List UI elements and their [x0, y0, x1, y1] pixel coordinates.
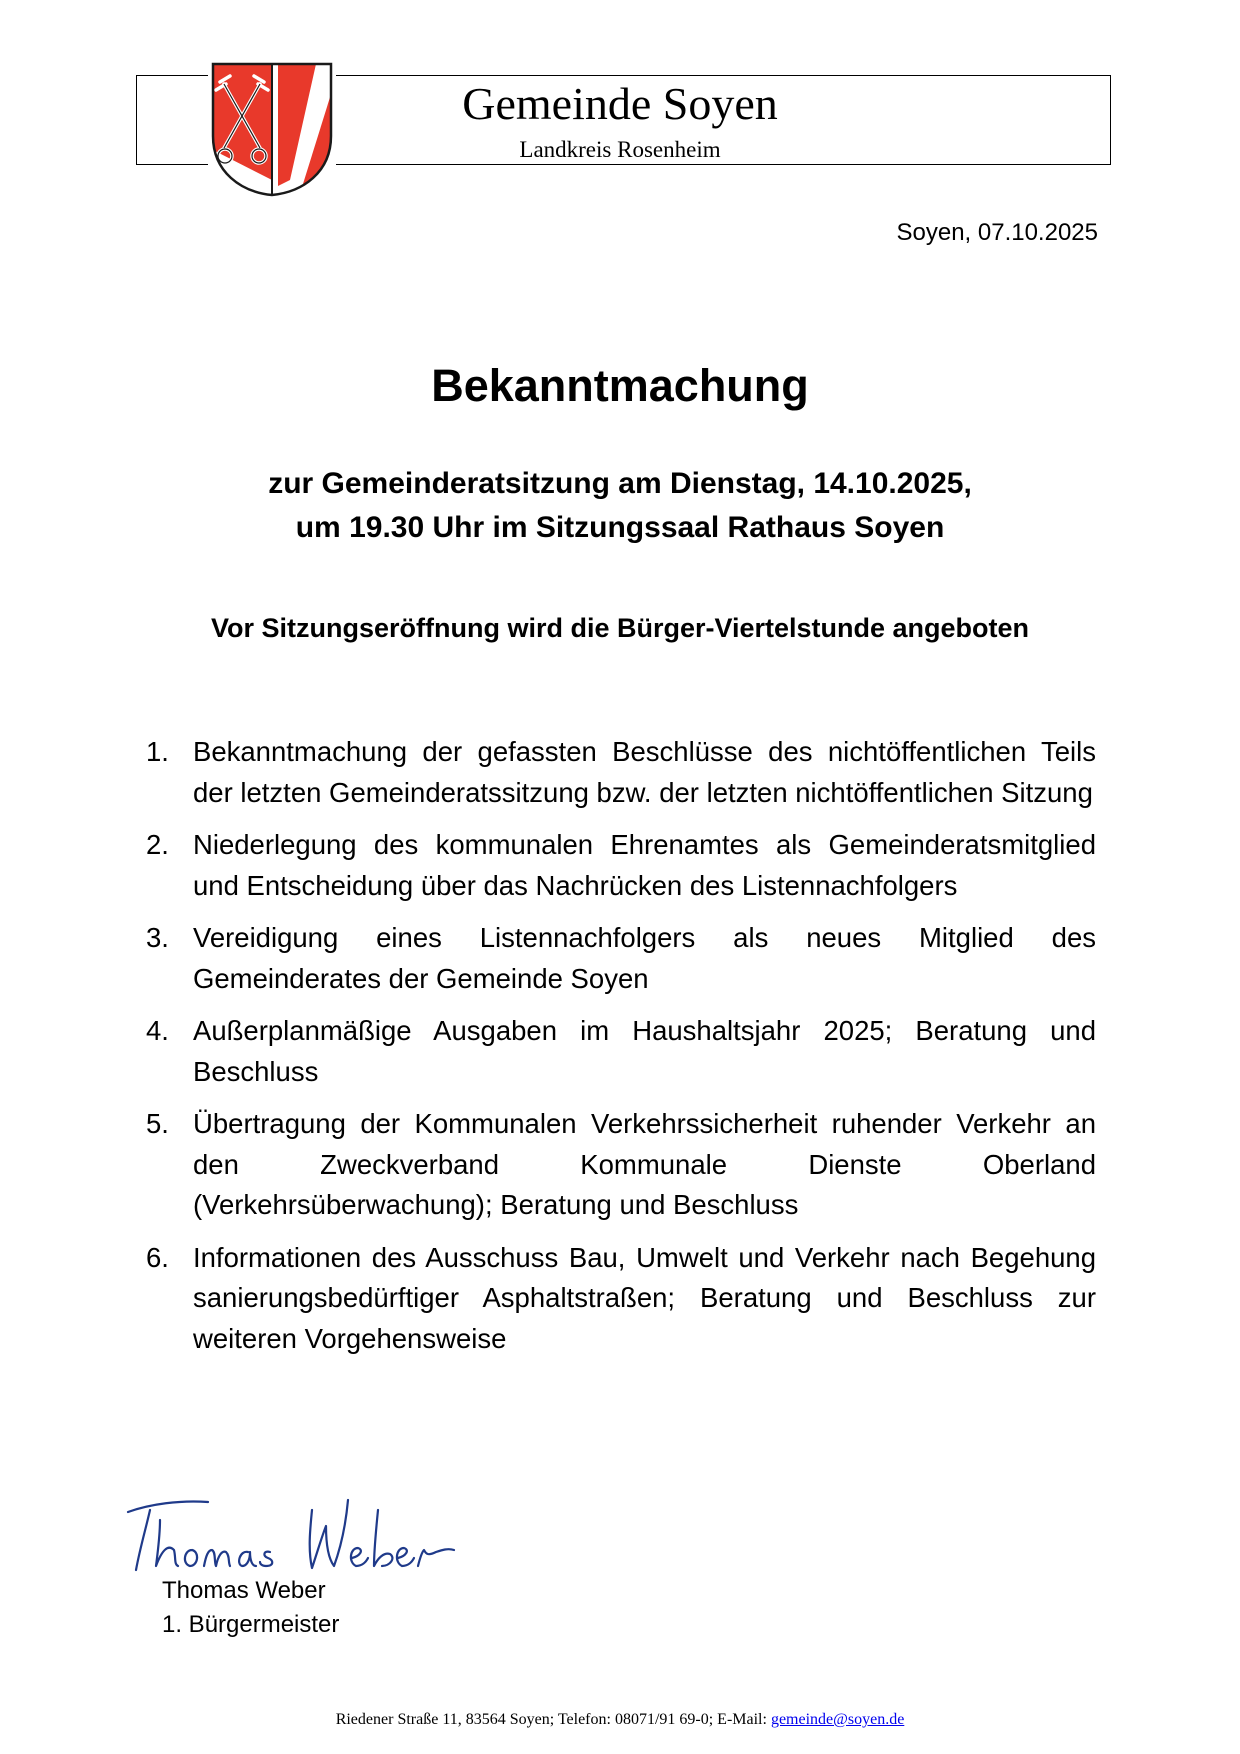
agenda-item	[146, 1238, 1096, 1360]
agenda-number: 6.	[146, 1241, 169, 1273]
agenda-text: Übertragung der Kommunalen Verkehrssicherheit ruhender Verkehr an den Zweckverband Kommunale Dienste Oberland (Verkehrsüberwachung); Beratung und Beschluss	[193, 1108, 1096, 1220]
agenda-text: Vereidigung eines Listennachfolgers als neues Mitglied des Gemeinderates der Gemeinde Soyen	[193, 922, 1096, 994]
agenda-item	[146, 918, 1096, 999]
footer-email-link[interactable]: gemeinde@soyen.de	[770, 1711, 905, 1728]
agenda-item	[146, 825, 1096, 906]
agenda-number: 4.	[146, 1015, 169, 1046]
agenda-text: Niederlegung des kommunalen Ehrenamtes als Gemeinderatsmitglied und Entscheidung über das Nachrücken des Listennachfolgers	[193, 829, 1096, 901]
agenda-number: 2.	[146, 829, 169, 860]
coat-of-arms-icon	[208, 60, 336, 198]
citizen-quarter-hour-note: Vor Sitzungseröffnung wird die Bürger-Viertelstunde angeboten	[210, 613, 1030, 643]
footer-contact	[0, 1710, 1240, 1730]
agenda-number: 5.	[146, 1108, 169, 1139]
signer-name: Thomas Weber	[162, 1577, 326, 1604]
meeting-location-line: um 19.30 Uhr im Sitzungssaal Rathaus Soyen	[295, 511, 945, 544]
document-title: Bekanntmachung	[431, 360, 809, 411]
agenda-text: Außerplanmäßige Ausgaben im Haushaltsjahr 2025; Beratung und Beschluss	[193, 1015, 1096, 1087]
signer-role: 1. Bürgermeister	[162, 1611, 340, 1638]
handwritten-signature	[120, 1470, 460, 1580]
document-date: Soyen, 07.10.2025	[896, 219, 1098, 246]
agenda-text: Informationen des Ausschuss Bau, Umwelt und Verkehr nach Begehung sanierungsbedürftiger Asphaltstraßen; Beratung und Beschluss zur weiteren Vorgehensweise	[193, 1241, 1096, 1354]
agenda-item	[146, 732, 1096, 813]
agenda-text: Bekanntmachung der gefassten Beschlüsse des nichtöffentlichen Teils der letzten Gemeinderatssitzung bzw. der letzten nichtöffentlichen Sitzung	[193, 736, 1096, 808]
agenda-number: 1.	[146, 736, 169, 767]
agenda-item	[146, 1011, 1096, 1092]
district-name: Landkreis Rosenheim	[519, 137, 721, 162]
agenda-number: 3.	[146, 922, 169, 953]
meeting-date-line: zur Gemeinderatsitzung am Dienstag, 14.10.2025,	[268, 467, 972, 500]
agenda-item	[146, 1104, 1096, 1226]
footer-address: Riedener Straße 11, 83564 Soyen; Telefon: 08071/91 69-0; E-Mail:	[335, 1711, 771, 1728]
municipality-name: Gemeinde Soyen	[462, 78, 778, 129]
agenda-list	[146, 732, 1096, 1371]
